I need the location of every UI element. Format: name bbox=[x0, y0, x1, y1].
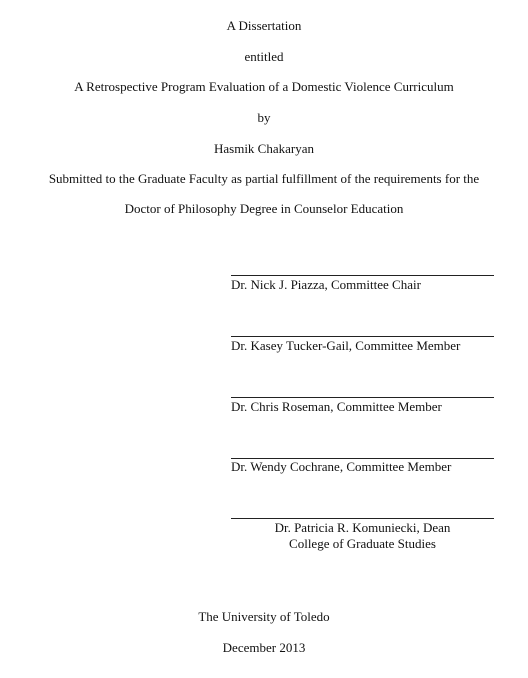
submission-date: December 2013 bbox=[222, 640, 306, 655]
by-label: by bbox=[257, 110, 271, 125]
submission-statement-line-2: Doctor of Philosophy Degree in Counselor Education bbox=[124, 201, 404, 216]
signature-line bbox=[231, 518, 494, 519]
entitled-label: entitled bbox=[244, 49, 284, 64]
author-name: Hasmik Chakaryan bbox=[213, 141, 314, 156]
committee-member-signature-label: Dr. Kasey Tucker-Gail, Committee Member bbox=[231, 338, 461, 353]
signature-line bbox=[231, 336, 494, 337]
submission-statement-line-1: Submitted to the Graduate Faculty as partial fulfillment of the requirements for the bbox=[48, 171, 480, 186]
document-heading: A Dissertation bbox=[226, 18, 302, 33]
committee-member-signature-label: Dr. Wendy Cochrane, Committee Member bbox=[231, 459, 452, 474]
dean-name: Dr. Patricia R. Komuniecki, Dean bbox=[274, 520, 451, 535]
signature-line bbox=[231, 275, 494, 276]
dean-signature-block bbox=[231, 520, 494, 552]
dissertation-title: A Retrospective Program Evaluation of a Domestic Violence Curriculum bbox=[74, 79, 454, 94]
committee-member-signature-label: Dr. Chris Roseman, Committee Member bbox=[231, 399, 442, 414]
dean-office: College of Graduate Studies bbox=[289, 536, 436, 551]
signature-line bbox=[231, 397, 494, 398]
committee-member-signature-label: Dr. Nick J. Piazza, Committee Chair bbox=[231, 277, 421, 292]
institution-name: The University of Toledo bbox=[198, 609, 330, 624]
